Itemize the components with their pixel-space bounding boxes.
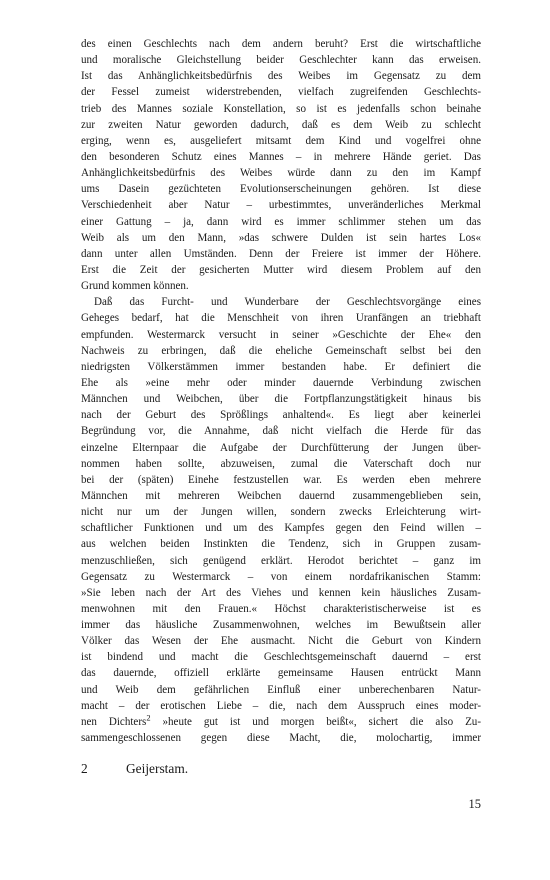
- text-line: nicht nur um der Jungen willen, sondern zwecks Erleichterung wirt-: [81, 506, 481, 518]
- text-line: und Weib dem gefährlichen Einfluß einer unberechenbaren Natur-: [81, 683, 481, 696]
- line-end: Zu-: [465, 715, 482, 728]
- footnote-text: Geijerstam.: [126, 761, 189, 776]
- text-line: Begründung vor, die Annahme, daß nicht vielfach die Herde für das: [81, 425, 481, 438]
- text-line: Nachweis zu erbringen, daß die eheliche Gemeinschaft selbst bei den: [81, 344, 481, 357]
- page-number: 15: [468, 797, 481, 811]
- text-line: »Sie leben nach der Art des Viehes und kennen kein häusliches Zusam-: [81, 586, 481, 599]
- footnote: [81, 760, 188, 778]
- text-line: ums Dasein gezüchteten Evolutionserscheinungen gehören. Ist diese: [81, 183, 481, 196]
- text-line: niedrigsten Völkerstämmen immer bestanden habe. Er definiert die: [81, 360, 481, 373]
- text-line: aus welchen beiden Instinkten die Tendenz, sich in Gruppen zusam-: [81, 538, 481, 551]
- text-line: schaftlicher Funktionen und um des Kampfes gegen den Feind willen –: [81, 522, 481, 535]
- text-line: einer Gattung – ja, dann wird es immer schlimmer stehen um das: [81, 215, 481, 228]
- book-page: [81, 0, 481, 880]
- text-line: dann unter allen Umständen. Denn der Freiere ist immer der Höhere.: [81, 247, 481, 260]
- paragraph-end-line: Grund kommen können.: [81, 280, 189, 293]
- text-line: trieb des Mannes soziale Konstellation, so ist es jedenfalls schon beinahe: [81, 102, 481, 115]
- text-line: nach der Geburt des Sprößlings anhaltend«. Es liegt aber keinerlei: [81, 409, 481, 422]
- text-line: sammengeschlossenen gegen diese Macht, die, molochartig, immer: [81, 732, 481, 744]
- text-line: Völker das Wesen der Ehe ausmacht. Nicht die Geburt von Kindern: [81, 635, 481, 648]
- text-line: Ist das Anhänglichkeitsbedürfnis des Weibes im Gegensatz zu dem: [81, 70, 481, 83]
- text-line: menzuschließen, sich genügend erklärt. Herodot berichtet – ganz im: [81, 554, 481, 567]
- text-line: den besonderen Schutz eines Mannes – in mehrere Hände geriet. Das: [81, 151, 481, 163]
- text-line: einzelne Elternpaar die Aufgabe der Durchfütterung der Jungen über-: [81, 441, 481, 454]
- text-line: macht – der erotischen Liebe – die, nach dem Ausspruch eines moder-: [81, 699, 481, 712]
- text-line: und moralische Gleichstellung beider Geschlechter kann das erweisen.: [81, 54, 481, 67]
- text-line: ist bindend und macht die Geschlechtsgemeinschaft dauernd – erst: [81, 651, 481, 664]
- text-line: Männchen und Weibchen, über die Fortpflanzungstätigkeit hinaus bis: [81, 393, 481, 406]
- text-line: menwohnen mit den Frauen.« Höchst charakteristischerweise ist es: [81, 602, 481, 615]
- text-line: Weib als um den Mann, »das schwere Dulden ist sein hartes Los«: [81, 231, 481, 244]
- text-line: Anhänglichkeitsbedürfnis des Weibes würde dann zu den im Kampf: [81, 167, 481, 180]
- text-line: zur zweiten Natur geworden dadurch, daß es dem Weib zu schlecht: [81, 118, 481, 131]
- text-line: bei der (späten) Einehe festzustellen war. Es werden eben mehrere: [81, 473, 481, 486]
- text-line: des einen Geschlechts nach dem andern beruht? Erst die wirtschaftliche: [81, 38, 481, 50]
- text-line-with-footnote-ref: [81, 714, 481, 730]
- text-line: erging, wenn es, ausgeliefert mitsamt dem Kind und vogelfrei ohne: [81, 134, 481, 147]
- text-line: immer das häusliche Zusammenwohnen, welches im Bewußtsein aller: [81, 619, 481, 631]
- text-line: nommen haben sollte, abzuweisen, zumal die Vaterschaft doch nur: [81, 457, 481, 470]
- paragraph-start-line: Daß das Furcht- und Wunderbare der Geschlechtsvorgänge eines: [94, 296, 481, 309]
- line-start: nen Dichters: [81, 715, 147, 728]
- footnote-number: 2: [81, 761, 88, 776]
- text-line: Gegensatz zu Westermarck – von einem nordafrikanischen Stamm:: [81, 570, 481, 583]
- text-line: Ehe als »eine mehr oder minder dauernde Verbindung zwischen: [81, 376, 481, 389]
- text-line: Geheges bedarf, hat die Menschheit von ihren Uranfängen an triebhaft: [81, 312, 481, 325]
- text-line: das dauernde, offiziell erklärte gemeinsame Hausen entrückt Mann: [81, 667, 481, 680]
- text-line: Männchen mit mehreren Weibchen dauernd zusammengeblieben sein,: [81, 489, 481, 502]
- text-line: empfunden. Westermarck versucht in seiner »Geschichte der Ehe« den: [81, 328, 481, 341]
- text-line: Verschiedenheit aber Natur – urbestimmtes, unveränderliches Merkmal: [81, 199, 481, 212]
- footnote-reference[interactable]: 2: [146, 712, 151, 723]
- line-middle: »heute gut ist und morgen beißt«, sichert die also: [150, 715, 466, 728]
- text-line: der Fessel zumeist widerstrebenden, vielfach zugreifenden Geschlechts-: [81, 86, 481, 99]
- text-line: Erst die Zeit der gesicherten Mutter wird diesem Problem auf den: [81, 264, 481, 276]
